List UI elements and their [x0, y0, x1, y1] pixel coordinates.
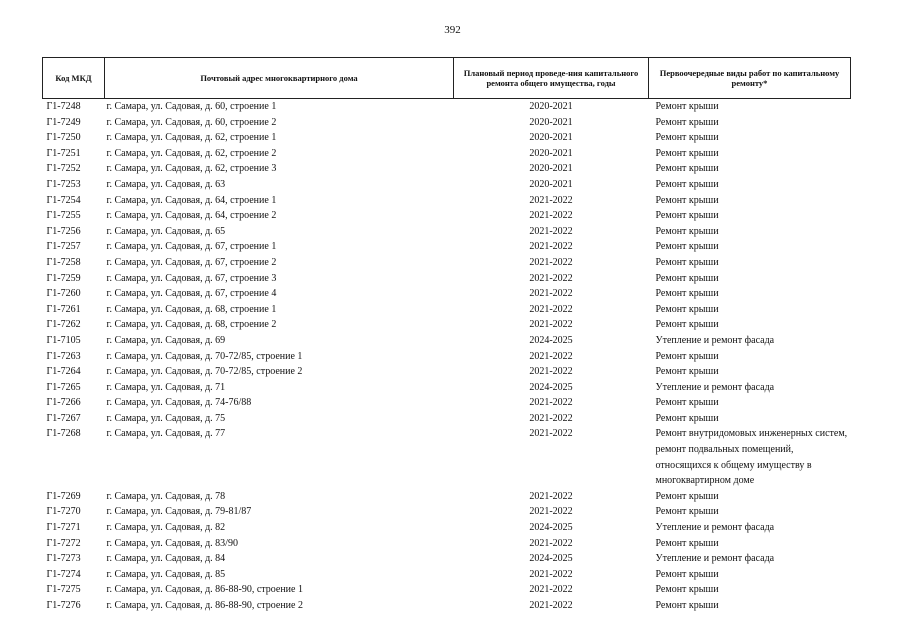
table-row — [43, 536, 851, 552]
cell-address: г. Самара, ул. Садовая, д. 86-88-90, строение 1 — [106, 584, 303, 596]
cell-period: 2021-2022 — [529, 568, 573, 580]
cell-period: 2024-2025 — [529, 381, 573, 393]
table-row — [43, 239, 851, 255]
cell-code: Г1-7273 — [46, 553, 81, 565]
cell-works: Ремонт крыши — [655, 288, 719, 300]
cell-works: Ремонт внутридомовых инженерных систем, ремонт подвальных помещений, относящихся к общему имуществу в многоквартирном доме — [655, 428, 848, 487]
cell-code: Г1-7274 — [46, 568, 81, 580]
repair-plan-table — [42, 57, 851, 614]
cell-address: г. Самара, ул. Садовая, д. 60, строение 1 — [106, 101, 277, 112]
cell-code: Г1-7268 — [46, 428, 81, 440]
cell-address: г. Самара, ул. Садовая, д. 62, строение 1 — [106, 132, 277, 144]
cell-period: 2020-2021 — [529, 101, 573, 112]
cell-code: Г1-7255 — [46, 210, 81, 222]
cell-code: Г1-7260 — [46, 288, 81, 300]
cell-code: Г1-7253 — [46, 178, 81, 190]
cell-code: Г1-7248 — [46, 101, 81, 112]
table-row — [43, 115, 851, 131]
table-row — [43, 364, 851, 380]
cell-address: г. Самара, ул. Садовая, д. 68, строение 2 — [106, 319, 277, 331]
cell-code: Г1-7251 — [46, 147, 81, 159]
cell-period: 2021-2022 — [529, 366, 573, 378]
cell-code: Г1-7269 — [46, 490, 81, 502]
cell-works: Ремонт крыши — [655, 116, 719, 128]
table-row — [43, 193, 851, 209]
cell-period: 2021-2022 — [529, 272, 573, 284]
cell-address: г. Самара, ул. Садовая, д. 67, строение 2 — [106, 256, 277, 268]
page-number: 392 — [444, 24, 461, 36]
cell-works: Ремонт крыши — [655, 132, 719, 144]
cell-code: Г1-7272 — [46, 537, 81, 549]
cell-period: 2021-2022 — [529, 319, 573, 331]
table-row — [43, 271, 851, 287]
cell-works: Ремонт крыши — [655, 225, 719, 237]
cell-code: Г1-7254 — [46, 194, 81, 206]
cell-address: г. Самара, ул. Садовая, д. 74-76/88 — [106, 397, 252, 409]
cell-period: 2021-2022 — [529, 412, 573, 424]
cell-period: 2021-2022 — [529, 428, 573, 440]
cell-address: г. Самара, ул. Садовая, д. 70-72/85, строение 2 — [106, 366, 303, 378]
table-row — [43, 504, 851, 520]
cell-works: Ремонт крыши — [655, 210, 719, 222]
cell-period: 2021-2022 — [529, 303, 573, 315]
table-row — [43, 286, 851, 302]
cell-address: г. Самара, ул. Садовая, д. 67, строение 3 — [106, 272, 277, 284]
cell-works: Утепление и ремонт фасада — [655, 522, 775, 534]
cell-period: 2024-2025 — [529, 334, 573, 346]
table-row — [43, 302, 851, 318]
cell-code: Г1-7259 — [46, 272, 81, 284]
cell-period: 2021-2022 — [529, 210, 573, 222]
cell-works: Ремонт крыши — [655, 537, 719, 549]
cell-address: г. Самара, ул. Садовая, д. 67, строение 1 — [106, 241, 277, 253]
cell-address: г. Самара, ул. Садовая, д. 84 — [106, 553, 226, 565]
cell-address: г. Самара, ул. Садовая, д. 65 — [106, 225, 226, 237]
table-row — [43, 224, 851, 240]
cell-address: г. Самара, ул. Садовая, д. 71 — [106, 381, 226, 393]
cell-address: г. Самара, ул. Садовая, д. 69 — [106, 334, 226, 346]
cell-address: г. Самара, ул. Садовая, д. 75 — [106, 412, 226, 424]
table-row — [43, 349, 851, 365]
cell-address: г. Самара, ул. Садовая, д. 62, строение 3 — [106, 163, 277, 175]
cell-works: Ремонт крыши — [655, 490, 719, 502]
cell-works: Ремонт крыши — [655, 412, 719, 424]
cell-code: Г1-7271 — [46, 522, 81, 534]
cell-works: Ремонт крыши — [655, 194, 719, 206]
cell-works: Ремонт крыши — [655, 584, 719, 596]
cell-code: Г1-7105 — [46, 334, 81, 346]
table-header — [43, 58, 851, 99]
cell-code: Г1-7252 — [46, 163, 81, 175]
cell-address: г. Самара, ул. Садовая, д. 85 — [106, 568, 226, 580]
table-row — [43, 426, 851, 488]
table-row — [43, 582, 851, 598]
table-row — [43, 380, 851, 396]
cell-address: г. Самара, ул. Садовая, д. 63 — [106, 178, 226, 190]
cell-period: 2020-2021 — [529, 147, 573, 159]
cell-code: Г1-7276 — [46, 600, 81, 611]
cell-period: 2021-2022 — [529, 241, 573, 253]
table-row — [43, 208, 851, 224]
table-row — [43, 598, 851, 614]
cell-period: 2021-2022 — [529, 194, 573, 206]
cell-period: 2021-2022 — [529, 397, 573, 409]
cell-period: 2024-2025 — [529, 522, 573, 534]
cell-address: г. Самара, ул. Садовая, д. 70-72/85, строение 1 — [106, 350, 303, 362]
cell-period: 2021-2022 — [529, 537, 573, 549]
header-works: Первоочередные виды работ по капитальному ремонту* — [649, 58, 851, 99]
cell-address: г. Самара, ул. Садовая, д. 79-81/87 — [106, 506, 252, 518]
cell-period: 2020-2021 — [529, 116, 573, 128]
cell-address: г. Самара, ул. Садовая, д. 77 — [106, 428, 226, 440]
cell-code: Г1-7258 — [46, 256, 81, 268]
table-row — [43, 317, 851, 333]
cell-works: Утепление и ремонт фасада — [655, 334, 775, 346]
table-row — [43, 567, 851, 583]
cell-code: Г1-7270 — [46, 506, 81, 518]
cell-period: 2020-2021 — [529, 178, 573, 190]
cell-works: Утепление и ремонт фасада — [655, 553, 775, 565]
cell-works: Ремонт крыши — [655, 303, 719, 315]
cell-code: Г1-7262 — [46, 319, 81, 331]
cell-works: Ремонт крыши — [655, 178, 719, 190]
table-row — [43, 520, 851, 536]
cell-works: Ремонт крыши — [655, 241, 719, 253]
cell-works: Утепление и ремонт фасада — [655, 381, 775, 393]
cell-works: Ремонт крыши — [655, 272, 719, 284]
cell-code: Г1-7263 — [46, 350, 81, 362]
table-row — [43, 177, 851, 193]
cell-code: Г1-7267 — [46, 412, 81, 424]
cell-works: Ремонт крыши — [655, 366, 719, 378]
cell-works: Ремонт крыши — [655, 350, 719, 362]
cell-period: 2024-2025 — [529, 553, 573, 565]
cell-address: г. Самара, ул. Садовая, д. 83/90 — [106, 537, 238, 549]
cell-period: 2021-2022 — [529, 506, 573, 518]
table-body — [43, 99, 851, 614]
cell-address: г. Самара, ул. Садовая, д. 62, строение 2 — [106, 147, 277, 159]
table-row — [43, 411, 851, 427]
cell-code: Г1-7257 — [46, 241, 81, 253]
cell-code: Г1-7264 — [46, 366, 81, 378]
cell-period: 2020-2021 — [529, 163, 573, 175]
cell-address: г. Самара, ул. Садовая, д. 78 — [106, 490, 226, 502]
cell-period: 2021-2022 — [529, 288, 573, 300]
table-row — [43, 551, 851, 567]
cell-code: Г1-7256 — [46, 225, 81, 237]
cell-code: Г1-7265 — [46, 381, 81, 393]
cell-works: Ремонт крыши — [655, 568, 719, 580]
cell-address: г. Самара, ул. Садовая, д. 60, строение 2 — [106, 116, 277, 128]
cell-code: Г1-7250 — [46, 132, 81, 144]
cell-code: Г1-7249 — [46, 116, 81, 128]
cell-works: Ремонт крыши — [655, 506, 719, 518]
table-row — [43, 333, 851, 349]
cell-works: Ремонт крыши — [655, 256, 719, 268]
cell-address: г. Самара, ул. Садовая, д. 82 — [106, 522, 226, 534]
table-row — [43, 146, 851, 162]
cell-period: 2021-2022 — [529, 584, 573, 596]
cell-period: 2021-2022 — [529, 600, 573, 611]
cell-code: Г1-7261 — [46, 303, 81, 315]
cell-works: Ремонт крыши — [655, 600, 719, 611]
cell-code: Г1-7275 — [46, 584, 81, 596]
cell-address: г. Самара, ул. Садовая, д. 64, строение 2 — [106, 210, 277, 222]
cell-address: г. Самара, ул. Садовая, д. 67, строение 4 — [106, 288, 277, 300]
cell-works: Ремонт крыши — [655, 319, 719, 331]
cell-address: г. Самара, ул. Садовая, д. 68, строение 1 — [106, 303, 277, 315]
table-row — [43, 130, 851, 146]
cell-period: 2021-2022 — [529, 490, 573, 502]
table-row — [43, 161, 851, 177]
header-code: Код МКД — [43, 58, 105, 99]
cell-period: 2021-2022 — [529, 256, 573, 268]
table-row — [43, 255, 851, 271]
header-address: Почтовый адрес многоквартирного дома — [105, 58, 454, 99]
cell-works: Ремонт крыши — [655, 163, 719, 175]
table-row — [43, 395, 851, 411]
cell-period: 2021-2022 — [529, 225, 573, 237]
cell-address: г. Самара, ул. Садовая, д. 64, строение 1 — [106, 194, 277, 206]
cell-works: Ремонт крыши — [655, 147, 719, 159]
table-row — [43, 489, 851, 505]
header-period: Плановый период проведе-ния капитального ремонта общего имущества, годы — [454, 58, 649, 99]
cell-works: Ремонт крыши — [655, 101, 719, 112]
cell-code: Г1-7266 — [46, 397, 81, 409]
cell-address: г. Самара, ул. Садовая, д. 86-88-90, строение 2 — [106, 600, 303, 611]
cell-period: 2021-2022 — [529, 350, 573, 362]
cell-works: Ремонт крыши — [655, 397, 719, 409]
table-row — [43, 99, 851, 115]
cell-period: 2020-2021 — [529, 132, 573, 144]
